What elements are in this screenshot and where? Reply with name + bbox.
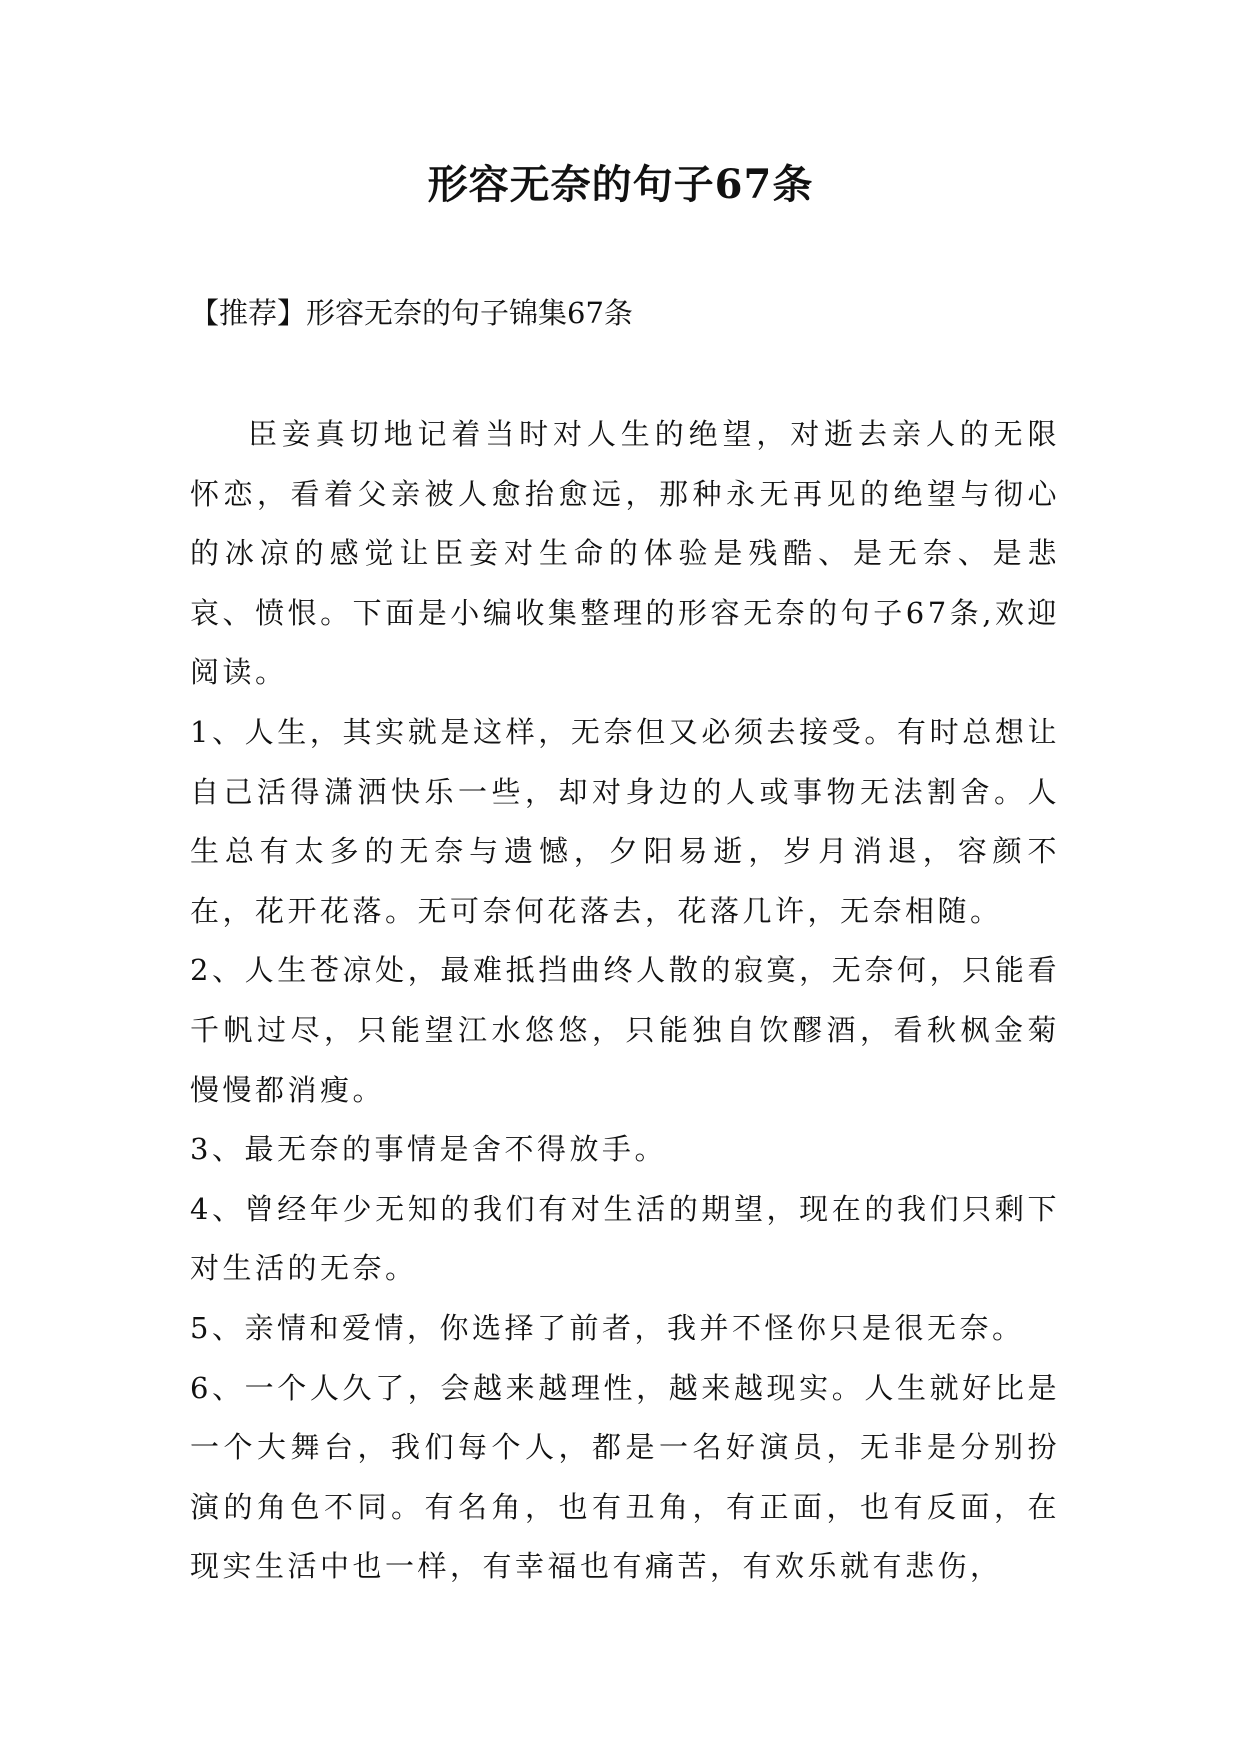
document-subtitle: 【推荐】形容无奈的句子锦集67条 <box>190 296 633 330</box>
list-item: 1、人生，其实就是这样，无奈但又必须去接受。有时总想让自己活得潇洒快乐一些，却对身边的人或事物无法割舍。人生总有太多的无奈与遗憾，夕阳易逝，岁月消退，容颜不在，花开花落。无可奈何花落去，花落几许，无奈相随。 <box>190 714 1060 928</box>
list-item: 5、亲情和爱情，你选择了前者，我并不怪你只是很无奈。 <box>190 1310 1025 1345</box>
list-item: 2、人生苍凉处，最难抵挡曲终人散的寂寞，无奈何，只能看千帆过尽，只能望江水悠悠，只能独自饮醪酒，看秋枫金菊慢慢都消瘦。 <box>190 953 1060 1107</box>
list-item: 6、一个人久了，会越来越理性，越来越现实。人生就好比是一个大舞台，我们每个人，都是一名好演员，无非是分别扮演的角色不同。有名角，也有丑角，有正面，也有反面，在现实生活中也一样，有幸福也有痛苦，有欢乐就有悲伤， <box>190 1370 1060 1584</box>
document-title: 形容无奈的句子67条 <box>427 161 814 208</box>
list-item: 3、最无奈的事情是舍不得放手。 <box>190 1132 667 1167</box>
document-body <box>190 405 1060 1597</box>
list-item: 4、曾经年少无知的我们有对生活的期望，现在的我们只剩下对生活的无奈。 <box>190 1191 1060 1286</box>
intro-paragraph: 臣妾真切地记着当时对人生的绝望，对逝去亲人的无限怀恋，看着父亲被人愈抬愈远，那种永无再见的绝望与彻心的冰凉的感觉让臣妾对生命的体验是残酷、是无奈、是悲哀、愤恨。下面是小编收集整理的形容无奈的句子67条,欢迎阅读。 <box>190 417 1060 690</box>
